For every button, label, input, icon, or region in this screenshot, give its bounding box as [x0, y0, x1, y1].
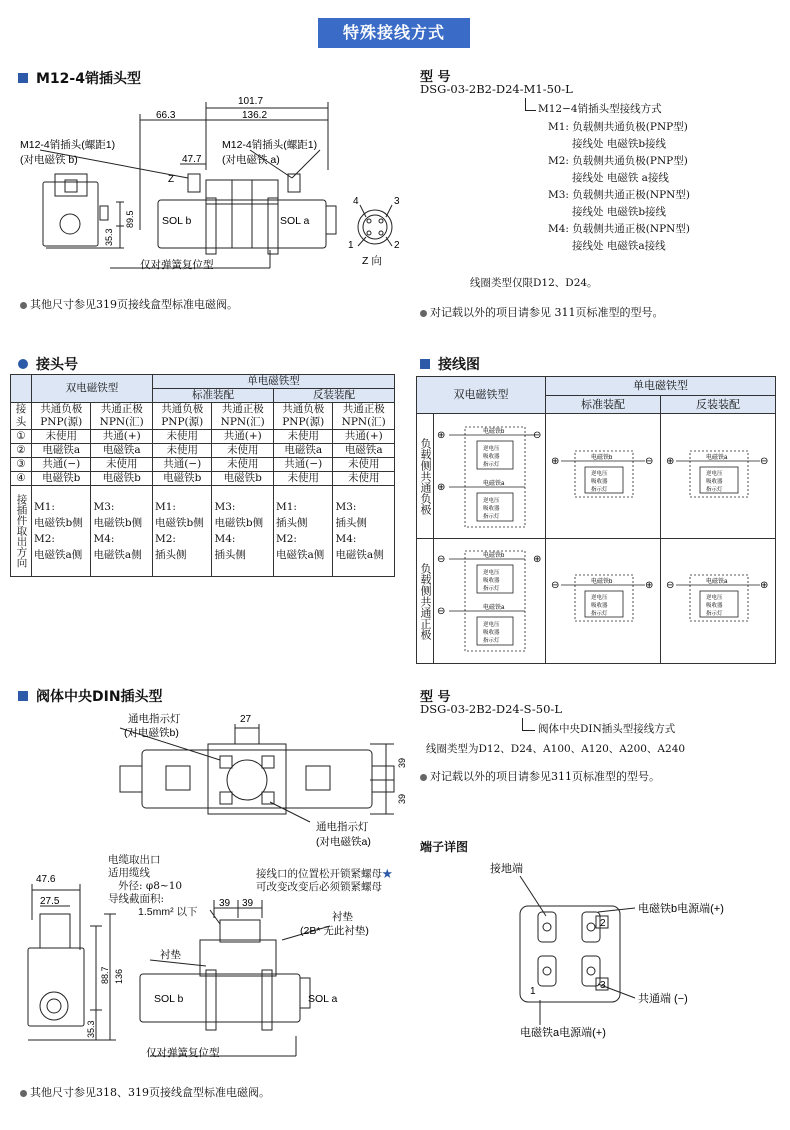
dir-label: 接插件取出方向 [11, 486, 32, 577]
wiring-double-row2 [435, 545, 543, 657]
dim-66-3: 66.3 [156, 110, 176, 121]
joint-table [10, 374, 395, 577]
svg-text:136: 136 [114, 968, 124, 984]
svg-text:1: 1 [530, 986, 536, 997]
svg-text:吸收器: 吸收器 [706, 479, 723, 485]
svg-text:电磁铁a: 电磁铁a [706, 455, 728, 461]
screw-note: 接线口的位置松开锁紧螺母★ 可改变改变后必须锁紧螺母 [256, 868, 393, 893]
sub-0: 共通负极PNP(源) [32, 403, 91, 430]
svg-text:指示灯: 指示灯 [483, 638, 500, 644]
model2-leader [522, 718, 535, 731]
svg-text:吸收器: 吸收器 [591, 479, 608, 485]
sub-4: 共通负极PNP(源) [274, 403, 333, 430]
wiring-heading [420, 354, 480, 374]
sol-b-label: SOL b [162, 215, 192, 227]
svg-text:电磁铁a: 电磁铁a [706, 579, 728, 585]
table-row-direction: 接插件取出方向 M1: 电磁铁b侧 M2: 电磁铁a侧 M3: 电磁铁b侧 M4: 电磁铁a侧 M1: 电磁铁b侧 M2: 插头侧 M3: 电磁铁b侧 M4: 插头侧 M1: 插头侧 M2: 电磁铁a侧 M3: 插头侧 M4: 电磁铁a侧 [11, 486, 395, 577]
h-rev: 反装装配 [274, 389, 395, 403]
svg-text:39: 39 [397, 757, 407, 768]
model1-line-4: 接线处 电磁铁 a接线 [572, 172, 669, 184]
wiring-std-row1 [549, 447, 657, 507]
terminal-heading: 端子详图 [420, 840, 469, 854]
din-top-view [100, 710, 410, 860]
svg-text:⊕: ⊕ [437, 430, 446, 441]
table-row: ① 未使用 共通(+) 未使用 共通(+) 未使用 共通(+) [11, 430, 395, 444]
svg-text:39: 39 [242, 898, 254, 909]
svg-text:指示灯: 指示灯 [483, 514, 500, 520]
star-icon: ★ [382, 868, 393, 880]
svg-text:衬垫: 衬垫 [332, 911, 353, 923]
dim-89-5: 89.5 [125, 210, 135, 228]
model2-code: DSG-03-2B2-D24-S-50-L [420, 702, 562, 716]
m12-heading-text: M12-4销插头型 [36, 71, 141, 87]
svg-text:共通端 (−): 共通端 (−) [638, 993, 688, 1005]
svg-text:⊖: ⊖ [645, 456, 654, 467]
w-h-double: 双电磁铁型 [417, 377, 546, 414]
svg-text:吸收器: 吸收器 [483, 454, 500, 460]
svg-text:指示灯: 指示灯 [706, 611, 723, 617]
svg-text:⊕: ⊕ [533, 554, 542, 565]
model2-note [420, 768, 660, 784]
label-left-1: M12-4销插头(螺距1) [20, 139, 116, 151]
svg-text:电磁铁a电源端(+): 电磁铁a电源端(+) [520, 1027, 606, 1039]
svg-text:⊖: ⊖ [760, 456, 769, 467]
z-direction: Z 向 [362, 255, 382, 267]
m12-note [20, 296, 238, 312]
wiring-rev-row1 [664, 447, 772, 507]
svg-text:逆电压: 逆电压 [483, 498, 500, 504]
joint-heading [18, 354, 78, 374]
wiring-table [416, 376, 776, 664]
sol-a-label: SOL a [280, 215, 310, 227]
svg-text:(对电磁铁a): (对电磁铁a) [316, 836, 371, 848]
svg-text:通电指示灯: 通电指示灯 [128, 713, 181, 725]
w-row2-label: 负载侧共通正极 [417, 539, 434, 663]
svg-text:SOL a: SOL a [308, 993, 338, 1005]
w-h-rev: 反装装配 [661, 396, 775, 414]
spring-label: 仅对弹簧复位型 [140, 259, 214, 271]
svg-text:指示灯: 指示灯 [591, 487, 608, 493]
svg-text:电磁铁a: 电磁铁a [483, 481, 505, 487]
table-row: ② 电磁铁a 电磁铁a 未使用 未使用 电磁铁a 电磁铁a [11, 444, 395, 458]
svg-text:88.7: 88.7 [100, 966, 110, 984]
model2-heading: 型 号 [420, 690, 451, 705]
h-std: 标准装配 [153, 389, 274, 403]
model2-line2: 线圈类型为D12、D24、A100、A120、A200、A240 [426, 743, 686, 755]
svg-text:仅对弹簧复位型: 仅对弹簧复位型 [146, 1047, 220, 1059]
svg-text:27.5: 27.5 [40, 896, 60, 907]
dim-35-3: 35.3 [104, 228, 114, 246]
model1-note-text: 对记载以外的项目请参见 311页标准型的型号。 [430, 306, 664, 319]
model1-leader [525, 98, 536, 111]
sub-3: 共通正极NPN(汇) [212, 403, 274, 430]
model1-coil: 线圈类型仅限D12、D24。 [470, 277, 598, 289]
svg-text:接地端: 接地端 [490, 863, 523, 875]
model1-line-0: M12−4销插头型接线方式 [538, 103, 662, 115]
din-note [20, 1084, 270, 1100]
svg-text:⊖: ⊖ [666, 580, 675, 591]
wiring-std-row2 [549, 571, 657, 631]
sub-2: 共通负极PNP(源) [153, 403, 212, 430]
sub-5: 共通正极NPN(汇) [333, 403, 395, 430]
pin-1: 1 [348, 240, 354, 251]
joint-heading-text: 接头号 [36, 357, 78, 373]
m12-heading [18, 68, 141, 88]
m12-note-text: 其他尺寸参见319页接线盒型标准电磁阀。 [30, 298, 238, 311]
svg-text:电磁铁b: 电磁铁b [591, 579, 613, 585]
svg-text:指示灯: 指示灯 [706, 487, 723, 493]
wiring-rev-row2 [664, 571, 772, 631]
din-front-view [10, 870, 400, 1080]
model1-line-3: M2: 负载侧共通负极(PNP型) [548, 155, 688, 167]
label-right-1: M12-4销插头(螺距1) [222, 139, 318, 151]
svg-text:电磁铁b: 电磁铁b [483, 553, 505, 559]
pin-2: 2 [394, 240, 400, 251]
model2-line1: 阀体中央DIN插头型接线方式 [538, 723, 676, 735]
w-h-single: 单电磁铁型 [546, 377, 775, 396]
label-left-2: (对电磁铁 b) [20, 154, 78, 166]
svg-text:3: 3 [600, 980, 606, 991]
z-mark: Z [168, 174, 175, 185]
w-row1-label: 负载侧共通负极 [417, 414, 434, 539]
svg-text:⊖: ⊖ [437, 606, 446, 617]
square-bullet-icon [18, 73, 28, 83]
terminal-drawing [470, 860, 770, 1040]
svg-text:吸收器: 吸收器 [483, 630, 500, 636]
svg-text:35.3: 35.3 [86, 1020, 96, 1038]
model1-line-7: M4: 负载侧共通正极(NPN型) [548, 223, 690, 235]
model1-line-1: M1: 负载侧共通负极(PNP型) [548, 121, 688, 133]
svg-text:⊕: ⊕ [645, 580, 654, 591]
dim-101-7: 101.7 [238, 96, 264, 107]
svg-text:电磁铁a: 电磁铁a [483, 605, 505, 611]
svg-text:指示灯: 指示灯 [483, 586, 500, 592]
svg-text:⊖: ⊖ [551, 580, 560, 591]
svg-text:⊖: ⊖ [533, 430, 542, 441]
svg-text:吸收器: 吸收器 [483, 506, 500, 512]
svg-text:吸收器: 吸收器 [706, 603, 723, 609]
svg-text:⊕: ⊕ [760, 580, 769, 591]
svg-text:逆电压: 逆电压 [483, 622, 500, 628]
svg-text:逆电压: 逆电压 [591, 471, 608, 477]
model1-line-6: 接线处 电磁铁b接线 [572, 206, 667, 218]
svg-text:47.6: 47.6 [36, 874, 56, 885]
w-h-std: 标准装配 [546, 396, 661, 414]
h-double: 双电磁铁型 [32, 375, 153, 403]
svg-text:⊕: ⊕ [551, 456, 560, 467]
dim-47-7: 47.7 [182, 154, 202, 165]
h-joint: 接头 [11, 403, 32, 430]
din-note-text: 其他尺寸参见318、319页接线盒型标准电磁阀。 [30, 1086, 270, 1099]
svg-text:电磁铁b电源端(+): 电磁铁b电源端(+) [638, 903, 724, 915]
svg-text:电磁铁b: 电磁铁b [483, 429, 505, 435]
svg-text:⊕: ⊕ [437, 482, 446, 493]
svg-text:(2B* 无此衬垫): (2B* 无此衬垫) [300, 925, 369, 937]
svg-text:通电指示灯: 通电指示灯 [316, 821, 369, 833]
svg-text:SOL b: SOL b [154, 993, 184, 1005]
page-banner: 特殊接线方式 [318, 18, 470, 48]
model1-heading: 型 号 [420, 70, 451, 85]
svg-text:⊕: ⊕ [666, 456, 675, 467]
din-heading [18, 686, 163, 706]
m12-drawing [10, 90, 415, 280]
table-row: ④ 电磁铁b 电磁铁b 电磁铁b 电磁铁b 未使用 未使用 [11, 472, 395, 486]
svg-text:吸收器: 吸收器 [591, 603, 608, 609]
pin-4: 4 [353, 196, 359, 207]
svg-text:衬垫: 衬垫 [160, 949, 181, 961]
svg-text:逆电压: 逆电压 [591, 595, 608, 601]
model1-code: DSG-03-2B2-D24-M1-50-L [420, 82, 573, 96]
svg-text:(对电磁铁b): (对电磁铁b) [124, 727, 179, 739]
square-bullet-icon [420, 359, 430, 369]
svg-text:逆电压: 逆电压 [706, 595, 723, 601]
din-heading-text: 阀体中央DIN插头型 [36, 689, 163, 705]
pin-3: 3 [394, 196, 400, 207]
wiring-heading-text: 接线图 [438, 357, 480, 373]
svg-text:⊖: ⊖ [437, 554, 446, 565]
wiring-double-row1 [435, 421, 543, 533]
h-single: 单电磁铁型 [153, 375, 395, 389]
model2-note-text: 对记载以外的项目请参见311页标准型的型号。 [430, 770, 660, 783]
cable-info: 电缆取出口 适用缆线 外径: φ8∼10 导线截面积: 1.5mm² 以下 [108, 854, 198, 918]
svg-text:逆电压: 逆电压 [483, 446, 500, 452]
svg-text:逆电压: 逆电压 [706, 471, 723, 477]
svg-text:指示灯: 指示灯 [483, 462, 500, 468]
sub-1: 共通正极NPN(汇) [91, 403, 153, 430]
circle-bullet-icon [18, 359, 28, 369]
model1-line-2: 接线处 电磁铁b接线 [572, 138, 667, 150]
label-right-2: (对电磁铁 a) [222, 154, 280, 166]
model1-line-5: M3: 负载侧共通正极(NPN型) [548, 189, 690, 201]
table-row: ③ 共通(−) 未使用 共通(−) 未使用 共通(−) 未使用 [11, 458, 395, 472]
square-bullet-icon [18, 691, 28, 701]
model1-line-8: 接线处 电磁铁a接线 [572, 240, 666, 252]
svg-text:39: 39 [397, 793, 407, 804]
svg-text:电磁铁b: 电磁铁b [591, 455, 613, 461]
model1-note [420, 304, 664, 320]
svg-text:逆电压: 逆电压 [483, 570, 500, 576]
svg-text:指示灯: 指示灯 [591, 611, 608, 617]
svg-text:吸收器: 吸收器 [483, 578, 500, 584]
dim-136-2: 136.2 [242, 110, 268, 121]
svg-text:39: 39 [219, 898, 231, 909]
svg-text:2: 2 [600, 918, 606, 929]
svg-text:27: 27 [240, 714, 252, 725]
